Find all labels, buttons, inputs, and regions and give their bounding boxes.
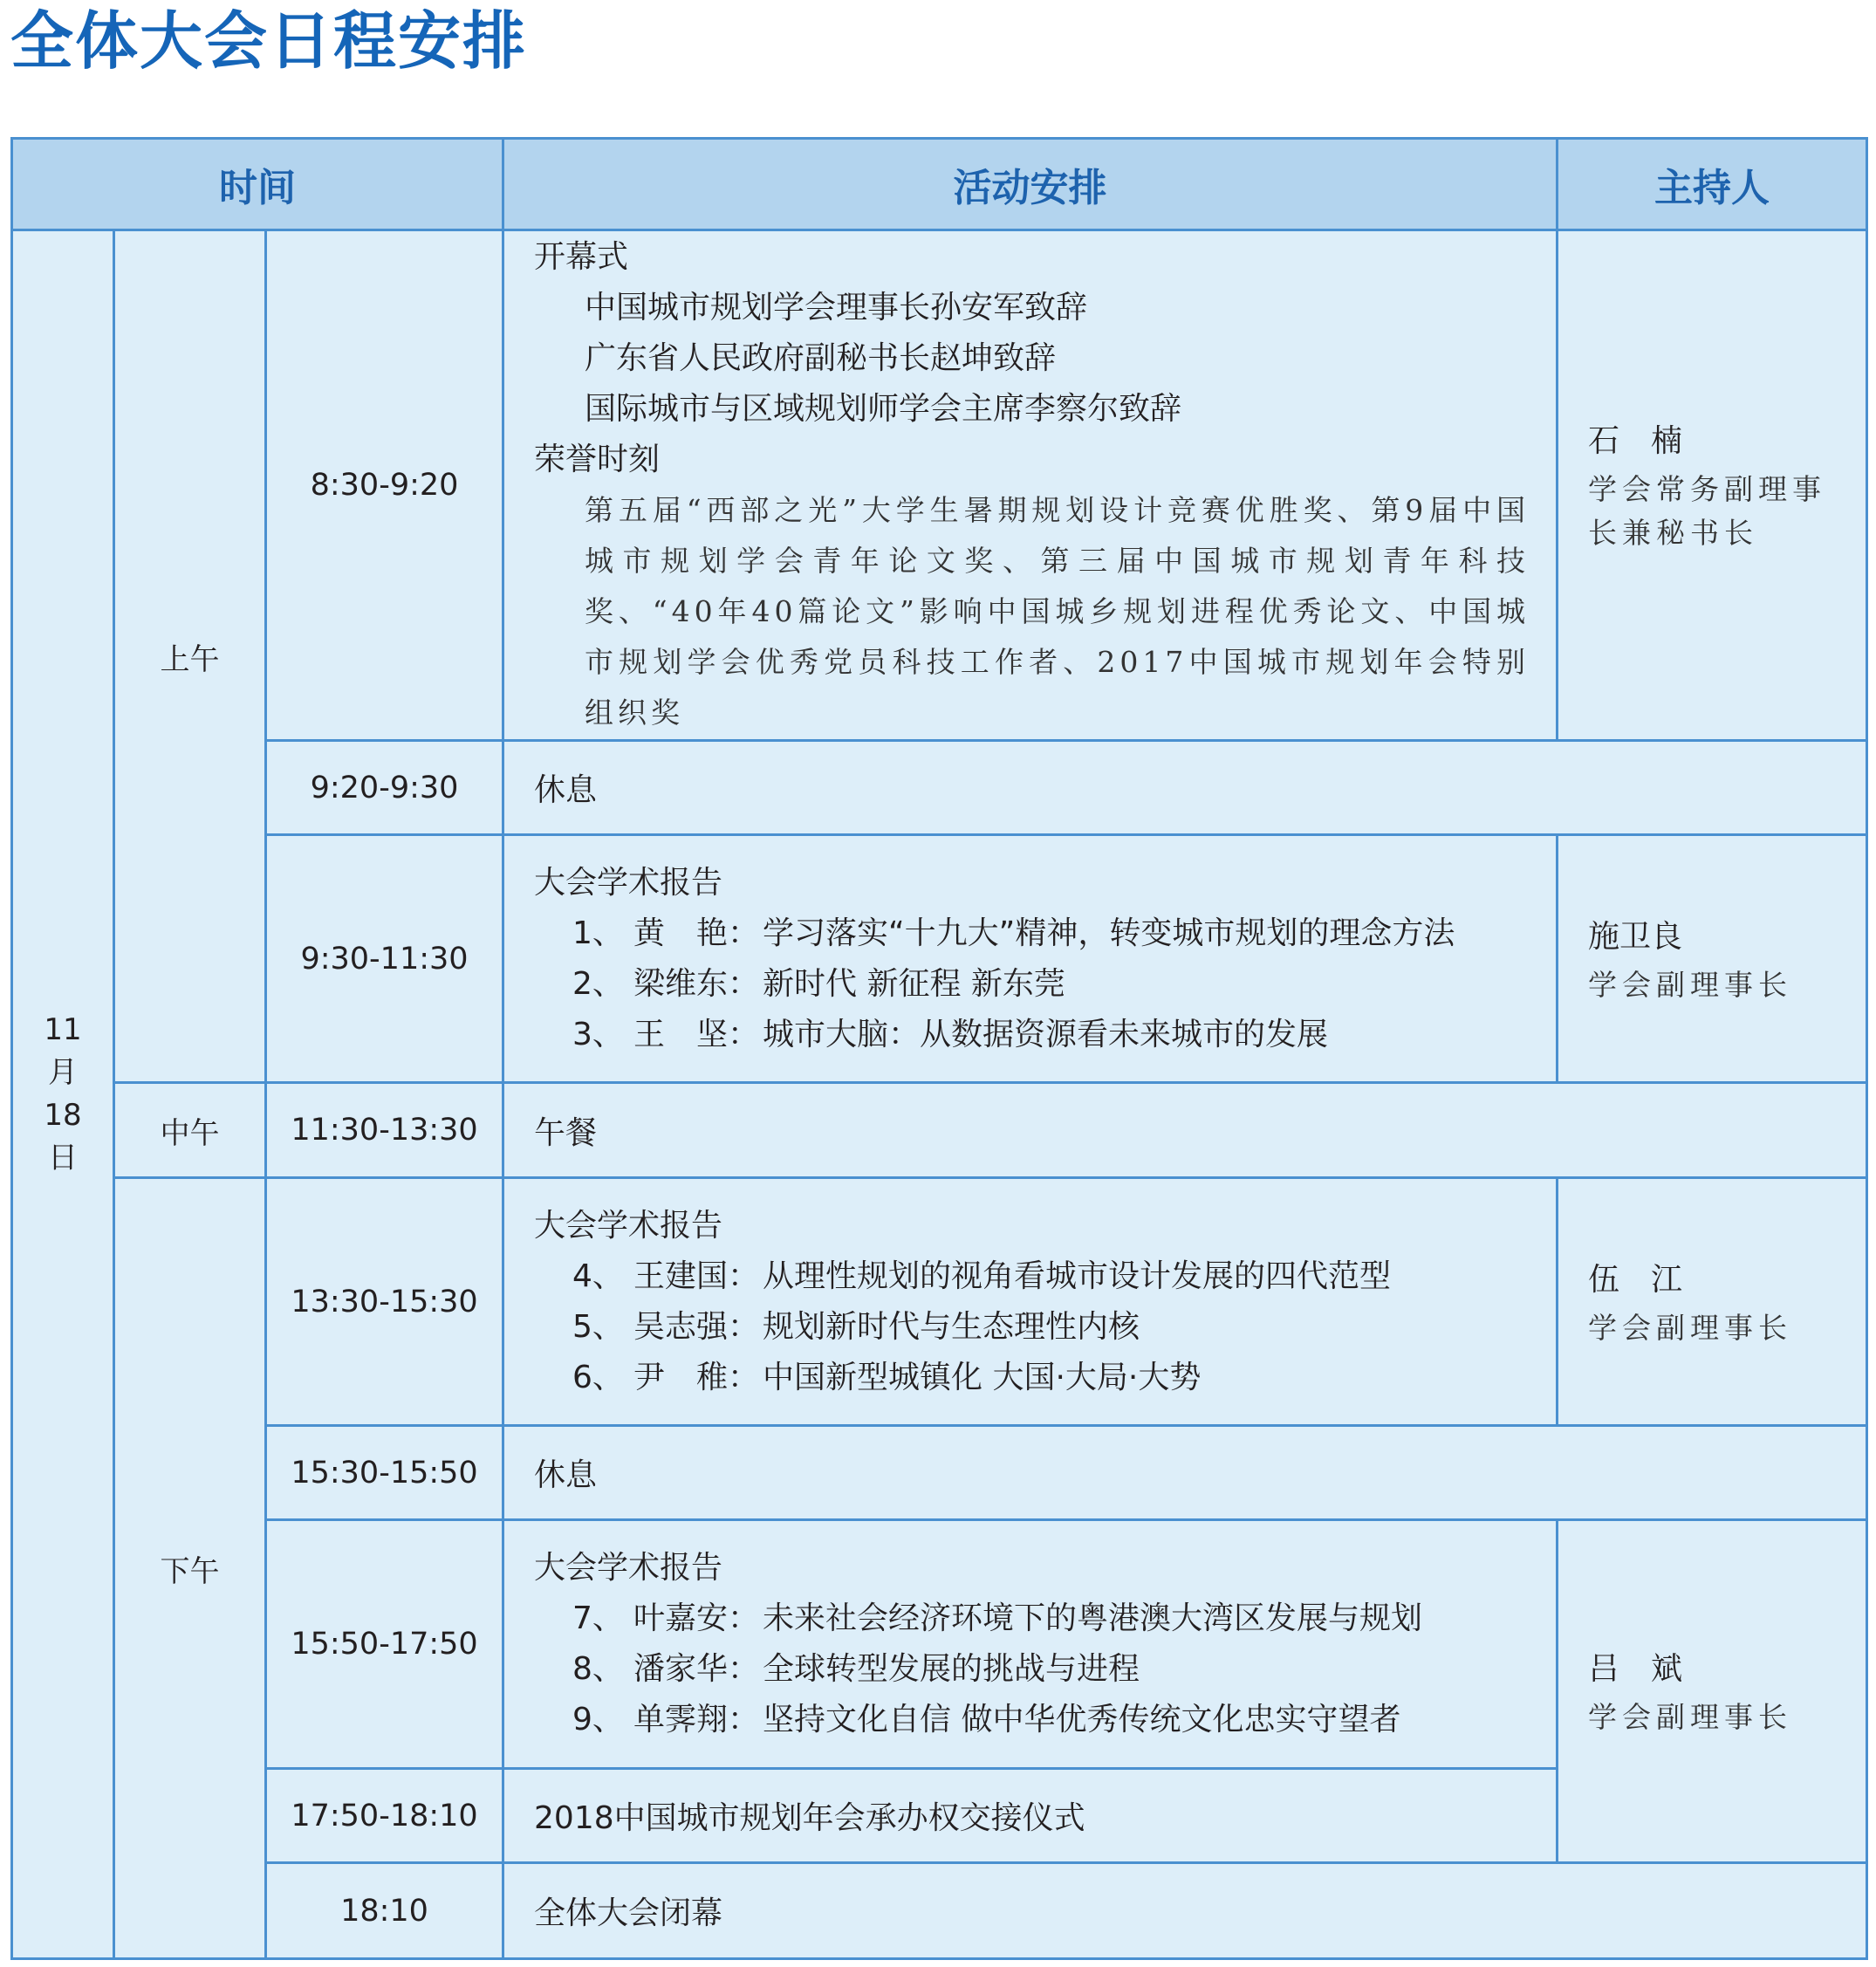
talk-speaker: 尹 稚： [633,1359,760,1395]
time-cell: 17:50-18:10 [266,1769,503,1863]
talk-item [534,1593,1556,1644]
opening-item: 广东省人民政府副秘书长赵坤致辞 [585,340,1057,376]
activity-cell: 全体大会闭幕 [503,1863,1867,1959]
talk-number: 1、 [572,915,624,951]
schedule-row [12,1520,1867,1769]
talk-speaker: 梁维东： [633,965,760,1002]
session-title: 大会学术报告 [534,1550,723,1586]
time-cell: 9:20-9:30 [266,741,503,835]
schedule-table [10,137,1868,1960]
date-part: 日 [48,1141,78,1175]
talk-number: 3、 [572,1016,624,1052]
date-cell [12,230,114,1959]
activity-cell [503,230,1558,741]
talk-item [534,959,1556,1010]
host-name: 吕 斌 [1588,1651,1683,1687]
talk-speaker: 王建国： [633,1258,760,1294]
talk-speaker: 单霁翔： [633,1702,760,1737]
activity-cell [503,1178,1558,1426]
talk-number: 2、 [572,965,624,1002]
talk-speaker: 黄 艳： [633,915,760,951]
host-name: 伍 江 [1588,1261,1683,1298]
activity-cell [503,835,1558,1083]
header-row [12,139,1867,230]
host-cell [1558,230,1867,741]
page-title: 全体大会日程安排 [10,4,528,78]
schedule-row [12,230,1867,741]
talk-item [534,1353,1556,1403]
talk-topic: 未来社会经济环境下的粤港澳大湾区发展与规划 [763,1600,1423,1636]
host-title: 学会副理事长 [1588,967,1793,1002]
date-part: 11 [44,1012,82,1047]
talk-topic: 中国新型城镇化 大国·大局·大势 [763,1359,1202,1395]
talk-speaker: 吴志强： [633,1308,760,1345]
activity-cell: 休息 [503,1426,1867,1520]
talk-item [534,908,1556,959]
period-morning: 上午 [114,230,266,1083]
activity-cell: 午餐 [503,1083,1867,1178]
schedule-row [12,1083,1867,1178]
host-title: 学会副理事长 [1588,1700,1793,1734]
host-cell [1558,835,1867,1083]
opening-item: 中国城市规划学会理事长孙安军致辞 [585,290,1088,326]
honor-title: 荣誉时刻 [534,442,661,477]
time-cell: 15:30-15:50 [266,1426,503,1520]
header-activity: 活动安排 [503,139,1558,230]
session-title: 大会学术报告 [534,864,723,901]
talk-speaker: 潘家华： [633,1651,760,1687]
period-noon: 中午 [114,1083,266,1178]
time-cell: 15:50-17:50 [266,1520,503,1769]
header-time: 时间 [12,139,503,230]
talk-item [534,1695,1556,1745]
talk-number: 5、 [572,1308,624,1345]
talk-topic: 坚持文化自信 做中华优秀传统文化忠实守望者 [763,1702,1401,1737]
host-name: 石 楠 [1588,423,1683,459]
talk-topic: 城市大脑：从数据资源看未来城市的发展 [763,1016,1329,1052]
host-cell [1558,1178,1867,1426]
schedule-row [12,835,1867,1083]
host-name: 施卫良 [1588,918,1683,955]
talk-topic: 从理性规划的视角看城市设计发展的四代范型 [763,1258,1392,1294]
talk-item [534,1010,1556,1060]
host-title: 学会副理事长 [1588,1310,1793,1345]
talk-number: 8、 [572,1651,624,1687]
time-cell: 8:30-9:20 [266,230,503,741]
time-cell: 9:30-11:30 [266,835,503,1083]
schedule-row [12,1426,1867,1520]
talk-topic: 规划新时代与生态理性内核 [763,1308,1140,1345]
opening-title: 开幕式 [534,239,629,275]
talk-number: 4、 [572,1258,624,1294]
schedule-row [12,1863,1867,1959]
opening-item: 国际城市与区域规划师学会主席李察尔致辞 [585,391,1182,427]
activity-cell: 休息 [503,741,1867,835]
header-host: 主持人 [1558,139,1867,230]
talk-topic: 新时代 新征程 新东莞 [763,965,1065,1002]
date-part: 月 [48,1055,78,1090]
talk-number: 7、 [572,1600,624,1636]
talk-item [534,1302,1556,1353]
activity-cell: 2018中国城市规划年会承办权交接仪式 [503,1769,1558,1863]
time-cell: 13:30-15:30 [266,1178,503,1426]
session-title: 大会学术报告 [534,1207,723,1244]
date-part: 18 [44,1098,82,1133]
period-afternoon: 下午 [114,1178,266,1959]
time-cell: 11:30-13:30 [266,1083,503,1178]
time-cell: 18:10 [266,1863,503,1959]
talk-speaker: 叶嘉安： [633,1600,760,1636]
honor-text: 第五届“西部之光”大学生暑期规划设计竞赛优胜奖、第9届中国城市规划学会青年论文奖、第三届中国城市规划青年科技奖、“40年40篇论文”影响中国城乡规划进程优秀论文、中国城市规划学会优秀党员科技工作者、2017中国城市规划年会特别组织奖 [585,493,1530,730]
talk-topic: 学习落实“十九大”精神，转变城市规划的理念方法 [763,915,1455,951]
talk-item [534,1644,1556,1695]
talk-number: 9、 [572,1702,624,1737]
activity-cell [503,1520,1558,1769]
schedule-row [12,1178,1867,1426]
talk-topic: 全球转型发展的挑战与进程 [763,1651,1140,1687]
talk-speaker: 王 坚： [633,1016,760,1052]
schedule-row [12,741,1867,835]
host-cell [1558,1520,1867,1863]
talk-item [534,1251,1556,1302]
talk-number: 6、 [572,1359,624,1395]
host-title: 学会常务副理事长兼秘书长 [1588,472,1827,550]
